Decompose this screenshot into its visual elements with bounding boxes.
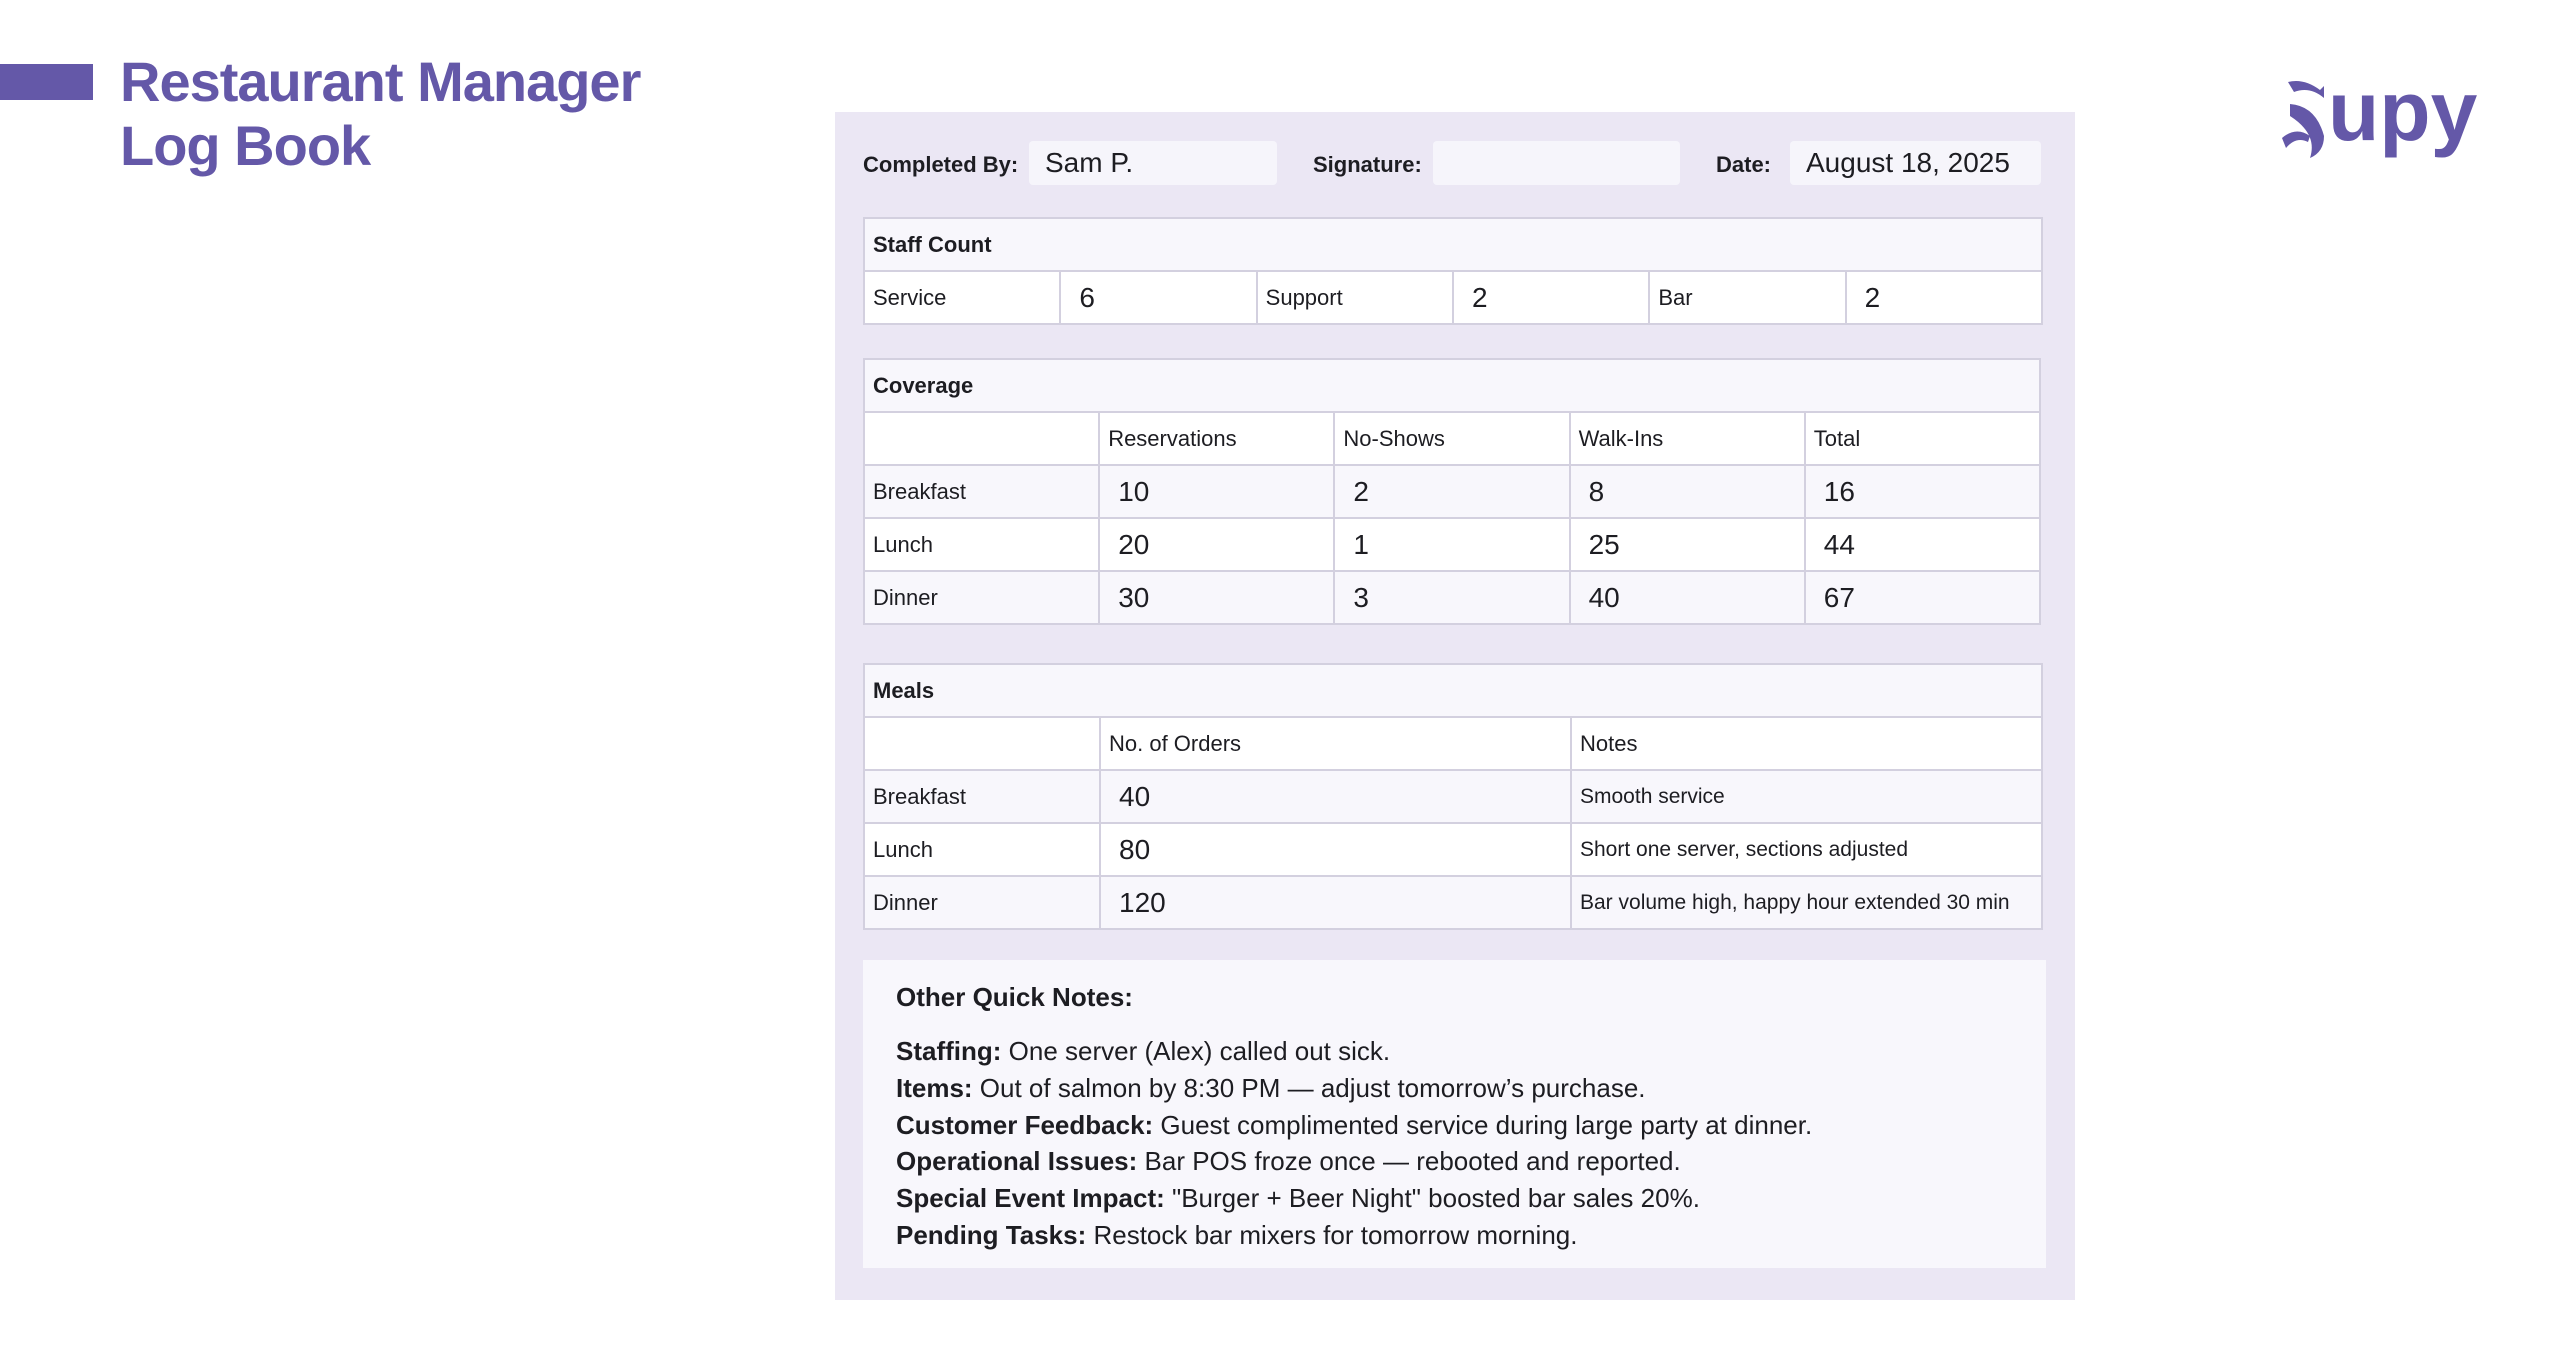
note-text: One server (Alex) called out sick. bbox=[1001, 1036, 1391, 1066]
orders-value[interactable]: 120 bbox=[1100, 876, 1571, 929]
cell-value[interactable]: 10 bbox=[1099, 465, 1334, 518]
note-label: Special Event Impact: bbox=[896, 1183, 1165, 1214]
quick-notes-box[interactable] bbox=[863, 960, 2046, 1268]
staff-value[interactable]: 2 bbox=[1453, 271, 1649, 324]
column-header: No-Shows bbox=[1334, 412, 1569, 465]
column-header: Total bbox=[1805, 412, 2040, 465]
note-line bbox=[896, 1217, 2013, 1254]
date-input[interactable]: August 18, 2025 bbox=[1790, 141, 2041, 185]
staff-label: Support bbox=[1257, 271, 1453, 324]
table-row bbox=[864, 465, 2040, 518]
table-row bbox=[864, 770, 2042, 823]
cell-value[interactable]: 40 bbox=[1570, 571, 1805, 624]
note-line bbox=[896, 1070, 2013, 1107]
staff-label: Service bbox=[864, 271, 1060, 324]
row-label: Dinner bbox=[864, 876, 1100, 929]
title-line-1: Restaurant Manager bbox=[120, 50, 641, 113]
table-row bbox=[864, 823, 2042, 876]
signature-label: Signature: bbox=[1313, 152, 1422, 177]
note-line bbox=[896, 1143, 2013, 1180]
corner-cell bbox=[864, 412, 1099, 465]
cell-value[interactable]: 44 bbox=[1805, 518, 2040, 571]
notes-value[interactable]: Bar volume high, happy hour extended 30 min bbox=[1571, 876, 2042, 929]
row-label: Breakfast bbox=[864, 465, 1099, 518]
corner-cell bbox=[864, 717, 1100, 770]
column-header: Walk-Ins bbox=[1570, 412, 1805, 465]
staff-value[interactable]: 2 bbox=[1846, 271, 2042, 324]
cell-value[interactable]: 1 bbox=[1334, 518, 1569, 571]
cell-value[interactable]: 30 bbox=[1099, 571, 1334, 624]
title-line-2: Log Book bbox=[120, 114, 371, 177]
note-label: Items: bbox=[896, 1072, 973, 1103]
coverage-table bbox=[863, 358, 2041, 625]
table-row bbox=[864, 518, 2040, 571]
completed-by-input[interactable]: Sam P. bbox=[1029, 141, 1277, 185]
table-row bbox=[864, 571, 2040, 624]
date-label: Date: bbox=[1716, 152, 1772, 177]
note-line bbox=[896, 1180, 2013, 1217]
completed-by-label: Completed By: bbox=[863, 152, 1019, 177]
column-header: Reservations bbox=[1099, 412, 1334, 465]
supy-logo bbox=[2280, 76, 2506, 162]
cell-value[interactable]: 8 bbox=[1570, 465, 1805, 518]
cell-value[interactable]: 25 bbox=[1570, 518, 1805, 571]
column-header: Notes bbox=[1571, 717, 2042, 770]
svg-text:upy: upy bbox=[2328, 76, 2478, 158]
note-label: Customer Feedback: bbox=[896, 1109, 1154, 1140]
cell-value[interactable]: 16 bbox=[1805, 465, 2040, 518]
note-text: Out of salmon by 8:30 PM — adjust tomorrow’s purchase. bbox=[972, 1072, 1646, 1103]
cell-value[interactable]: 3 bbox=[1334, 571, 1569, 624]
row-label: Lunch bbox=[864, 823, 1100, 876]
column-header: No. of Orders bbox=[1100, 717, 1571, 770]
note-text: Guest complimented service during large party at dinner. bbox=[1153, 1109, 1813, 1140]
staff-label: Bar bbox=[1649, 271, 1845, 324]
table-row bbox=[864, 876, 2042, 929]
row-label: Dinner bbox=[864, 571, 1099, 624]
quick-notes-title: Other Quick Notes: bbox=[896, 982, 1133, 1012]
notes-value[interactable]: Short one server, sections adjusted bbox=[1571, 823, 2042, 876]
cell-value[interactable]: 67 bbox=[1805, 571, 2040, 624]
note-text: "Burger + Beer Night" boosted bar sales 20%. bbox=[1164, 1183, 1700, 1214]
note-text: Bar POS froze once — rebooted and reported. bbox=[1137, 1146, 1681, 1177]
notes-value[interactable]: Smooth service bbox=[1571, 770, 2042, 823]
orders-value[interactable]: 40 bbox=[1100, 770, 1571, 823]
cell-value[interactable]: 2 bbox=[1334, 465, 1569, 518]
coverage-title: Coverage bbox=[864, 359, 2040, 412]
staff-count-title: Staff Count bbox=[864, 218, 2042, 271]
cell-value[interactable]: 20 bbox=[1099, 518, 1334, 571]
page-title bbox=[120, 50, 640, 178]
row-label: Lunch bbox=[864, 518, 1099, 571]
note-label: Staffing: bbox=[896, 1036, 1002, 1066]
note-text: Restock bar mixers for tomorrow morning. bbox=[1086, 1219, 1578, 1250]
staff-value[interactable]: 6 bbox=[1060, 271, 1256, 324]
staff-count-table bbox=[863, 217, 2043, 325]
note-label: Operational Issues: bbox=[896, 1146, 1138, 1177]
note-label: Pending Tasks: bbox=[896, 1219, 1087, 1250]
meals-table bbox=[863, 663, 2043, 930]
meals-title: Meals bbox=[864, 664, 2042, 717]
orders-value[interactable]: 80 bbox=[1100, 823, 1571, 876]
accent-bar bbox=[0, 64, 93, 100]
row-label: Breakfast bbox=[864, 770, 1100, 823]
note-line bbox=[896, 1107, 2013, 1144]
signature-input[interactable] bbox=[1433, 141, 1680, 185]
note-line bbox=[896, 1033, 2013, 1070]
